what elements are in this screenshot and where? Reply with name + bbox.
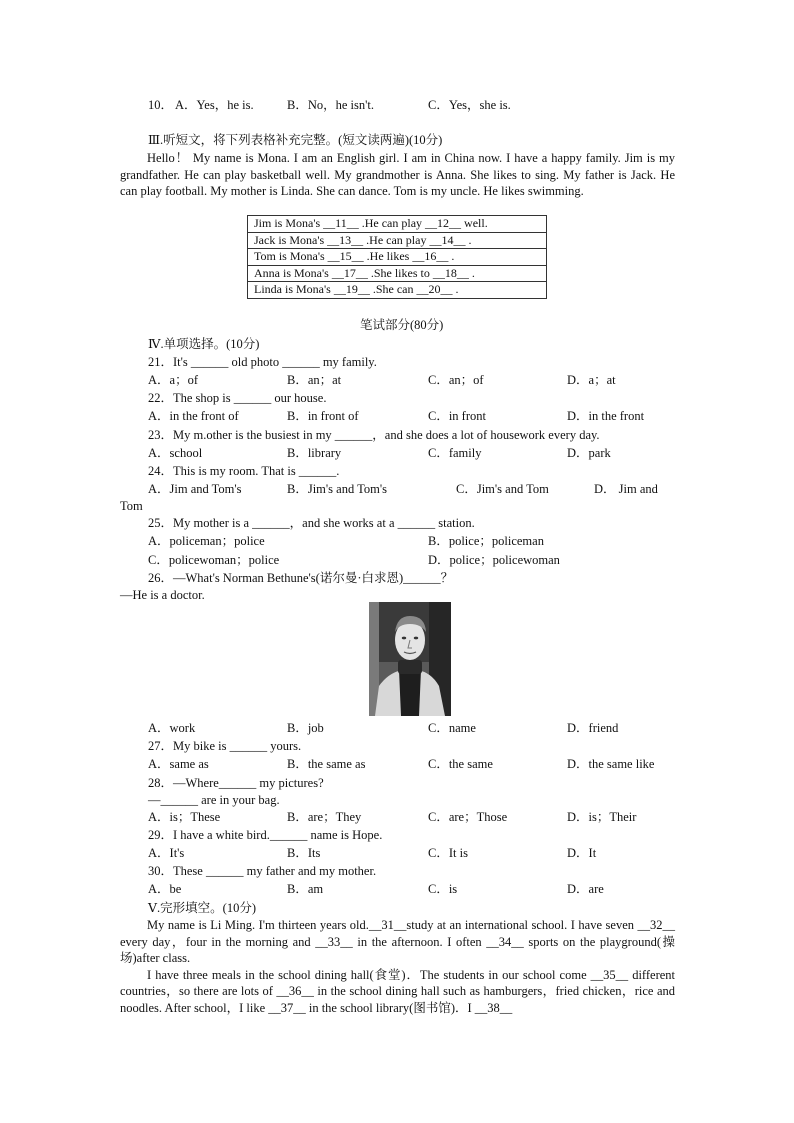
question-27-option-d: D．the same like xyxy=(567,757,655,771)
question-30-option-c: C．is xyxy=(428,882,458,896)
question-22-option-a: A．in the front of xyxy=(148,409,239,423)
question-21-stem: 21．It's ______ old photo ______ my family. xyxy=(148,355,377,369)
question-25-option-d: D．police；policewoman xyxy=(428,553,560,567)
question-23-option-c: C．family xyxy=(428,446,482,460)
question-25-option-c: C．policewoman；police xyxy=(148,553,280,567)
question-23-option-a: A．school xyxy=(148,446,203,460)
question-30-option-d: D．are xyxy=(567,882,604,896)
question-29-stem: 29．I have a white bird.______ name is Hope. xyxy=(148,828,383,842)
question-24-option-d-wrap: Tom xyxy=(120,499,143,513)
question-28-option-d: D．is；Their xyxy=(567,810,637,824)
question-26-option-a: A．work xyxy=(148,721,196,735)
table-row xyxy=(248,265,547,282)
question-10-option-b: B．No，he isn't. xyxy=(287,98,374,112)
question-30-stem: 30．These ______ my father and my mother. xyxy=(148,864,377,878)
table-row xyxy=(248,282,547,299)
question-10-option-c: C．Yes，she is. xyxy=(428,98,511,112)
table-cell: Jack is Mona's __13__ .He can play __14__ . xyxy=(248,232,547,249)
question-25-option-a: A．policeman；police xyxy=(148,534,265,548)
question-21-option-c: C．an；of xyxy=(428,373,484,387)
passage-text: Hello！ My name is Mona. I am an English girl. I am in China now. I have a happy family. Jim is my grandfather. He can play basketball well. My grandmother is Anna. She likes to sing. My father is Jack. He can play football. My mother is Linda. She can dance. Tom is my uncle. He likes swimming. xyxy=(120,151,675,199)
question-25-stem: 25．My mother is a ______，and she works at a ______ station. xyxy=(148,516,475,530)
question-26-option-c: C．name xyxy=(428,721,476,735)
table-cell: Linda is Mona's __19__ .She can __20__ . xyxy=(248,282,547,299)
question-28-stem: 28．—Where______ my pictures? xyxy=(148,776,324,790)
portrait-photo xyxy=(369,602,451,716)
question-24-stem: 24．This is my room. That is ______. xyxy=(148,464,340,478)
question-29-option-a: A．It's xyxy=(148,846,185,860)
question-29-option-d: D．It xyxy=(567,846,597,860)
question-22-option-d: D．in the front xyxy=(567,409,645,423)
question-21-option-b: B．an；at xyxy=(287,373,342,387)
question-28-option-a: A．is；These xyxy=(148,810,221,824)
fill-in-table xyxy=(247,215,547,299)
question-21-option-d: D．a；at xyxy=(567,373,616,387)
table-row xyxy=(248,216,547,233)
portrait-photo-icon xyxy=(369,602,451,716)
table-cell: Jim is Mona's __11__ .He can play __12__ well. xyxy=(248,216,547,233)
question-30-option-b: B．am xyxy=(287,882,324,896)
written-part-heading: 笔试部分(80分) xyxy=(360,318,444,332)
table-cell: Anna is Mona's __17__ .She likes to __18__ . xyxy=(248,265,547,282)
table-row xyxy=(248,232,547,249)
question-27-option-b: B．the same as xyxy=(287,757,366,771)
table-row xyxy=(248,249,547,266)
question-24-option-b: B．Jim's and Tom's xyxy=(287,482,387,496)
question-22-option-b: B．in front of xyxy=(287,409,359,423)
section-5-heading: Ⅴ.完形填空。(10分) xyxy=(148,901,256,915)
question-24-option-c: C．Jim's and Tom xyxy=(456,482,549,496)
cloze-paragraph-2: I have three meals in the school dining hall(食堂)．The students in our school come __35__ different countries，so there are lots of __36__ in the school dining hall such as hamburgers，fried chicken，rice and noodles. After school，I like __37__ in the school library(图书馆)．I __38__ xyxy=(120,967,675,1015)
cloze-passage xyxy=(120,917,675,1017)
question-28-option-c: C．are；Those xyxy=(428,810,508,824)
question-23-stem: 23．My m.other is the busiest in my ______，and she does a lot of housework every day. xyxy=(148,428,600,442)
question-10-number: 10． xyxy=(148,98,174,112)
question-29-option-c: C．It is xyxy=(428,846,468,860)
question-26-stem: 26．—What's Norman Bethune's(诺尔曼·白求恩)______？ xyxy=(148,571,454,585)
question-30-option-a: A．be xyxy=(148,882,182,896)
question-27-option-a: A．same as xyxy=(148,757,209,771)
table-cell: Tom is Mona's __15__ .He likes __16__ . xyxy=(248,249,547,266)
question-27-option-c: C．the same xyxy=(428,757,493,771)
question-25-option-b: B．police；policeman xyxy=(428,534,544,548)
question-28-answer-line: —______ are in your bag. xyxy=(148,793,280,807)
question-23-option-d: D．park xyxy=(567,446,611,460)
question-28-option-b: B．are；They xyxy=(287,810,362,824)
question-24-option-d: D． Jim and xyxy=(594,482,658,496)
question-29-option-b: B．Its xyxy=(287,846,321,860)
section-4-heading: Ⅳ.单项选择。(10分) xyxy=(148,337,260,351)
cloze-paragraph-1: My name is Li Ming. I'm thirteen years old.__31__study at an international school. I have seven __32__ every day，four in the morning and __33__ in the afternoon. I often __34__ sports on the playground(操场)after class. xyxy=(120,918,675,966)
section-3-heading: Ⅲ.听短文，将下列表格补充完整。(短文读两遍)(10分) xyxy=(148,133,443,147)
question-22-stem: 22．The shop is ______ our house. xyxy=(148,391,327,405)
question-27-stem: 27．My bike is ______ yours. xyxy=(148,739,302,753)
question-26-answer-line: —He is a doctor. xyxy=(120,588,205,602)
question-26-option-d: D．friend xyxy=(567,721,619,735)
question-21-option-a: A．a；of xyxy=(148,373,198,387)
question-22-option-c: C．in front xyxy=(428,409,486,423)
question-24-option-a: A．Jim and Tom's xyxy=(148,482,242,496)
question-26-option-b: B．job xyxy=(287,721,324,735)
question-10-option-a: A．Yes，he is. xyxy=(175,98,254,112)
section-3-passage xyxy=(120,150,675,200)
question-23-option-b: B．library xyxy=(287,446,342,460)
